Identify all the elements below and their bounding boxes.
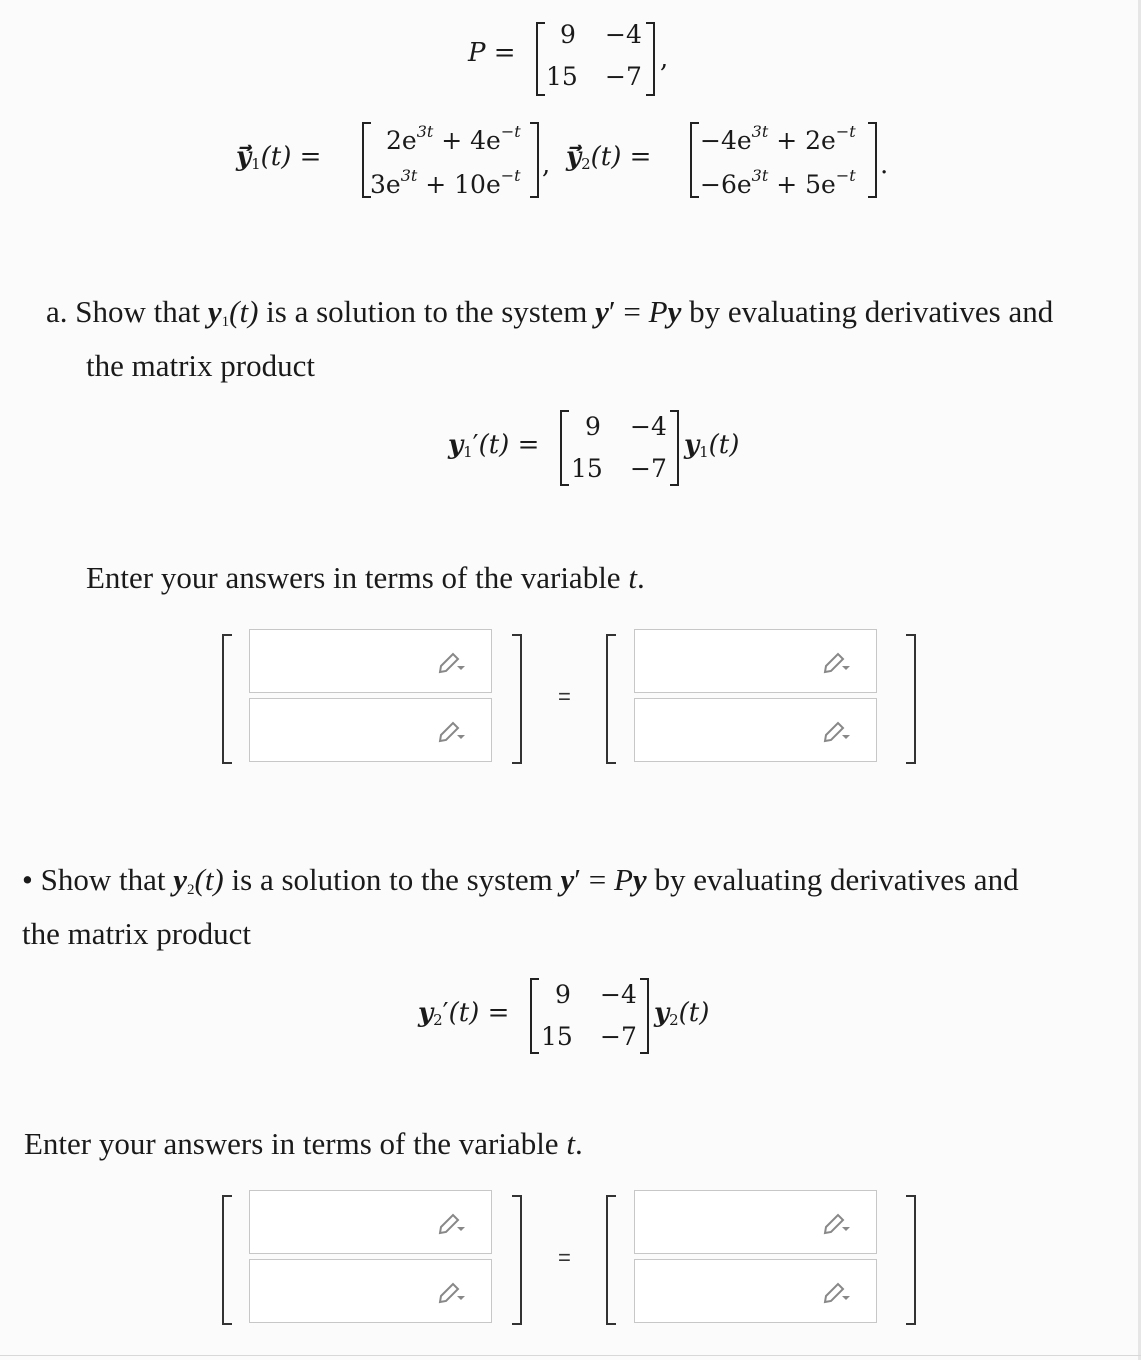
answer-b-left-top-input[interactable] <box>249 1190 492 1254</box>
matrix-p-left-bracket <box>536 22 545 96</box>
answer-a-right-bottom-input[interactable] <box>634 698 877 762</box>
part-a-prompt: a. Show that $y_1(t)$ is a solution to the system y′ = Py by evaluating derivatives and the matrix product <box>46 294 1054 383</box>
matrix-p-cell: −7 <box>600 1022 637 1051</box>
equals-sign: = <box>558 684 571 709</box>
pencil-icon[interactable] <box>437 1280 467 1304</box>
part-b-instruction: Enter your answers in terms of the variable t. <box>24 1126 583 1161</box>
answer-a-left-bracket-close <box>512 634 522 764</box>
y1-derivative-equation: $y_1'(t)$ = <box>448 430 540 461</box>
matrix-p-cell: 9 <box>585 412 601 441</box>
pencil-icon[interactable] <box>437 650 467 674</box>
matrix-p-cell: 9 <box>555 980 571 1009</box>
answer-b-right-bottom-input[interactable] <box>634 1259 877 1323</box>
y1-right-bracket <box>530 122 539 198</box>
y1-entry-1: $2e^{3t} + 4e^{-t}$ <box>386 122 521 155</box>
y1-label: $y_1(t)$ = <box>236 142 322 173</box>
y2-label: $y_2(t)$ = <box>566 142 652 173</box>
y2-entry-2: $-6e^{3t} + 5e^{-t}$ <box>700 166 856 199</box>
answer-a-right-bracket-open <box>606 634 616 764</box>
matrix-p-cell: −4 <box>630 412 667 441</box>
matrix-p-cell: 15 <box>571 454 603 483</box>
answer-a-right-top-input[interactable] <box>634 629 877 693</box>
pencil-icon[interactable] <box>822 1211 852 1235</box>
pencil-icon[interactable] <box>437 1211 467 1235</box>
answer-a-left-top-input[interactable] <box>249 629 492 693</box>
bottom-divider <box>0 1355 1141 1356</box>
pencil-icon[interactable] <box>822 719 852 743</box>
answer-a-right-bracket-close <box>906 634 916 764</box>
answer-a-left-bracket-open <box>222 634 232 764</box>
y2-left-bracket <box>690 122 699 198</box>
answer-a-left-bottom-input[interactable] <box>249 698 492 762</box>
matrix-p-cell: 9 <box>560 20 576 49</box>
y2-derivative-equation: $y_2'(t)$ = <box>418 998 510 1029</box>
part-b-prompt: • Show that $y_2(t)$ is a solution to the system y′ = Py by evaluating derivatives and the matrix product <box>22 862 1019 951</box>
answer-b-right-top-input[interactable] <box>634 1190 877 1254</box>
answer-b-left-bottom-input[interactable] <box>249 1259 492 1323</box>
matrix-p-cell: −7 <box>605 62 642 91</box>
pencil-icon[interactable] <box>437 719 467 743</box>
y2-right-bracket <box>868 122 877 198</box>
y1-entry-2: $3e^{3t} + 10e^{-t}$ <box>370 166 521 199</box>
pencil-icon[interactable] <box>822 650 852 674</box>
part-a-instruction: Enter your answers in terms of the variable t. <box>86 560 645 595</box>
matrix-p-cell: −7 <box>630 454 667 483</box>
answer-b-left-bracket-open <box>222 1195 232 1325</box>
equals-sign: = <box>558 1245 571 1270</box>
y2-entry-1: $-4e^{3t} + 2e^{-t}$ <box>700 122 856 155</box>
answer-b-left-bracket-close <box>512 1195 522 1325</box>
matrix-p-label: P = <box>468 38 516 68</box>
answer-b-right-bracket-close <box>906 1195 916 1325</box>
matrix-p-cell: 15 <box>546 62 578 91</box>
pencil-icon[interactable] <box>822 1280 852 1304</box>
matrix-p-cell: −4 <box>605 20 642 49</box>
matrix-p-cell: 15 <box>541 1022 573 1051</box>
matrix-p-cell: −4 <box>600 980 637 1009</box>
matrix-p-right-bracket <box>646 22 655 96</box>
answer-b-right-bracket-open <box>606 1195 616 1325</box>
